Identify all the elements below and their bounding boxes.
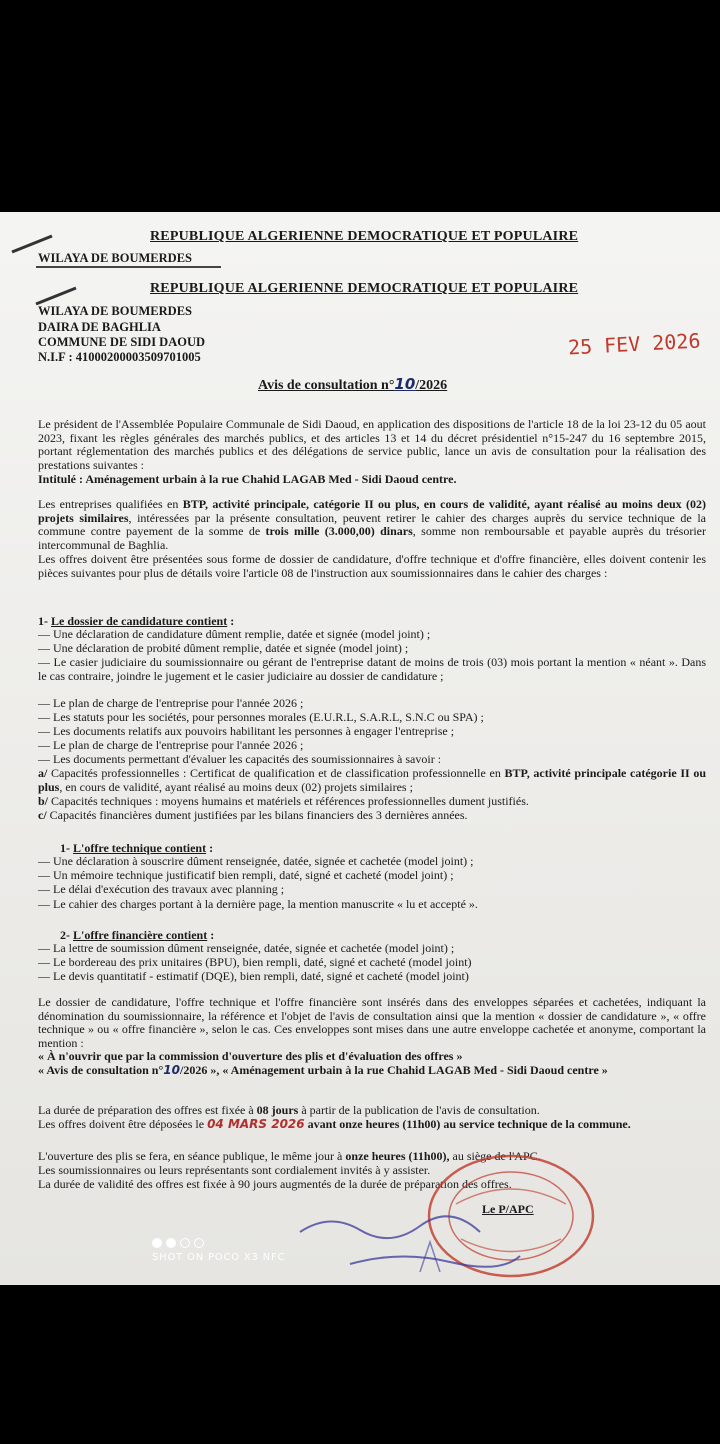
list-item: — Le devis quantitatif - estimatif (DQE), bien rempli, daté, signé et cacheté (model joint): [38, 969, 469, 983]
list-item: — Les documents relatifs aux pouvoirs habilitant les personnes à engager l'entreprise ;: [38, 724, 455, 738]
representatives-line: Les soumissionnaires ou leurs représentants sont cordialement invités à y assister.: [38, 1163, 431, 1177]
capacity-a: a/ Capacités professionnelles : Certificat de qualification et de classification professionnelle en BTP, activité principale catégorie II ou plus, en cours de validité, ayant réalisé au moins deux (02) projets similaires ;: [38, 766, 706, 794]
list-item: — Une déclaration de candidature dûment remplie, datée et signée (model joint) ;: [38, 627, 431, 641]
validity-line: La durée de validité des offres est fixée à 90 jours augmentés de la durée de préparation des offres.: [38, 1177, 512, 1191]
wilaya-heading: WILAYA DE BOUMERDES: [38, 251, 192, 265]
list-item: — Les statuts pour les sociétés, pour personnes morales (E.U.R.L, S.A.R.L, S.N.C ou SPA) ;: [38, 710, 484, 724]
document-title: Avis de consultation n°10/2026: [258, 375, 448, 393]
photo-indicator-dots: [152, 1235, 208, 1253]
envelope-reference: « Avis de consultation n°10/2026 », « Aménagement urbain à la rue Chahid LAGAB Med - Sidi Daoud centre »: [38, 1063, 608, 1077]
republic-heading: REPUBLIQUE ALGERIENNE DEMOCRATIQUE ET POPULAIRE: [150, 281, 579, 296]
list-item: — Le bordereau des prix unitaires (BPU), bien rempli, daté, signé et cacheté (model joint): [38, 955, 472, 969]
capacity-c: c/ Capacités financières dument justifiées par les bilans financiers des 3 dernières années.: [38, 808, 468, 822]
signature-title: Le P/APC: [482, 1202, 534, 1216]
section-candidature-heading: 1- Le dossier de candidature contient :: [38, 614, 235, 628]
list-item: — Le cahier des charges portant à la dernière page, la mention manuscrite « lu et accepté ».: [38, 897, 478, 911]
intro-paragraph: Le président de l'Assemblée Populaire Communale de Sidi Daoud, en application des dispositions de l'article 18 de la loi 23-12 du 05 aout 2023, fixant les règles générales des marchés publics, et des articles 13 et 14 du décret présidentiel n°15-247 du 16 septembre 2015, portant réglementation des marchés publics et des délégations de service public, lance un avis de consultation pour la réalisation des prestations suivantes :: [38, 417, 706, 472]
list-item: — Une déclaration de probité dûment remplie, datée et signée (model joint) ;: [38, 641, 409, 655]
list-item: — Un mémoire technique justificatif bien rempli, daté, signé et cacheté (model joint) ;: [38, 868, 454, 882]
list-item: — Le délai d'exécution des travaux avec planning ;: [38, 882, 285, 896]
list-item: — Une déclaration à souscrire dûment renseignée, datée, signée et cachetée (model joint) ;: [38, 854, 474, 868]
preparation-line: La durée de préparation des offres est fixée à 08 jours à partir de la publication de l'avis de consultation.: [38, 1103, 540, 1117]
list-item: — Le casier judiciaire du soumissionnaire ou gérant de l'entreprise datant de moins de trois (03) mois portant la mention « néant ». Dans le cas contraire, joindre le jugement et le casier judiciaire au dossier de candidature ;: [38, 655, 707, 683]
envelope-paragraph: Le dossier de candidature, l'offre technique et l'offre financière sont insérés dans des enveloppes séparées et cachetées, indiquant la dénomination du soumissionnaire, la référence et l'objet de l'avis de consultation ainsi que la mention « dossier de candidature », « offre technique » ou « offre financière », selon le cas. Ces enveloppes sont mises dans une autre enveloppe cachetée et anonyme, comportant la mention :: [38, 995, 706, 1050]
envelope-mention: « À n'ouvrir que par la commission d'ouverture des plis et d'évaluation des offres »: [38, 1049, 463, 1063]
opening-line: L'ouverture des plis se fera, en séance publique, le même jour à onze heures (11h00), au siège de l'APC.: [38, 1149, 541, 1163]
wilaya-line: WILAYA DE BOUMERDES: [38, 304, 192, 318]
offers-paragraph: Les offres doivent être présentées sous forme de dossier de candidature, d'offre technique et d'offre financière, elles doivent contenir les pièces suivantes pour plus de détails voire l'article 08 de l'instruction aux soumissionnaires dans le cahier des charges :: [38, 552, 706, 580]
commune-line: COMMUNE DE SIDI DAOUD: [38, 335, 206, 349]
date-stamp: 25 FEV 2026: [567, 328, 701, 360]
section-financial-heading: 2- L'offre financière contient :: [60, 928, 215, 942]
list-item: — Le plan de charge de l'entreprise pour l'année 2026 ;: [38, 696, 304, 710]
nif-line: N.I.F : 41000200003509701005: [38, 350, 201, 364]
capacity-b: b/ Capacités techniques : moyens humains et matériels et références professionnelles dument justifiés.: [38, 794, 529, 808]
republic-heading: REPUBLIQUE ALGERIENNE DEMOCRATIQUE ET POPULAIRE: [150, 229, 579, 244]
list-item: — Les documents permettant d'évaluer les capacités des soumissionnaires à savoir :: [38, 752, 442, 766]
intitule-line: Intitulé : Aménagement urbain à la rue Chahid LAGAB Med - Sidi Daoud centre.: [38, 472, 457, 486]
camera-watermark: SHOT ON POCO X3 NFC: [152, 1252, 286, 1263]
document-page: [0, 212, 720, 1285]
daira-line: DAIRA DE BAGHLIA: [38, 320, 161, 334]
section-technical-heading: 1- L'offre technique contient :: [60, 841, 214, 855]
list-item: — La lettre de soumission dûment renseignée, datée, signée et cachetée (model joint) ;: [38, 941, 455, 955]
deposit-line: Les offres doivent être déposées le 04 MARS 2026 avant onze heures (11h00) au service technique de la commune.: [38, 1117, 631, 1131]
header-divider: [36, 266, 221, 268]
eligibility-paragraph: Les entreprises qualifiées en BTP, activité principale, catégorie II ou plus, en cours de validité, ayant réalisé au moins deux (02) projets similaires, intéressées par la présente consultation, peuvent retirer le cahier des charges auprès du service technique de la commune contre payement de la somme de trois mille (3.000,00) dinars, somme non remboursable et payable auprès du trésorier intercommunal de Baghlia.: [38, 497, 707, 552]
signature-scribble: [290, 1202, 530, 1282]
list-item: — Le plan de charge de l'entreprise pour l'année 2026 ;: [38, 738, 304, 752]
